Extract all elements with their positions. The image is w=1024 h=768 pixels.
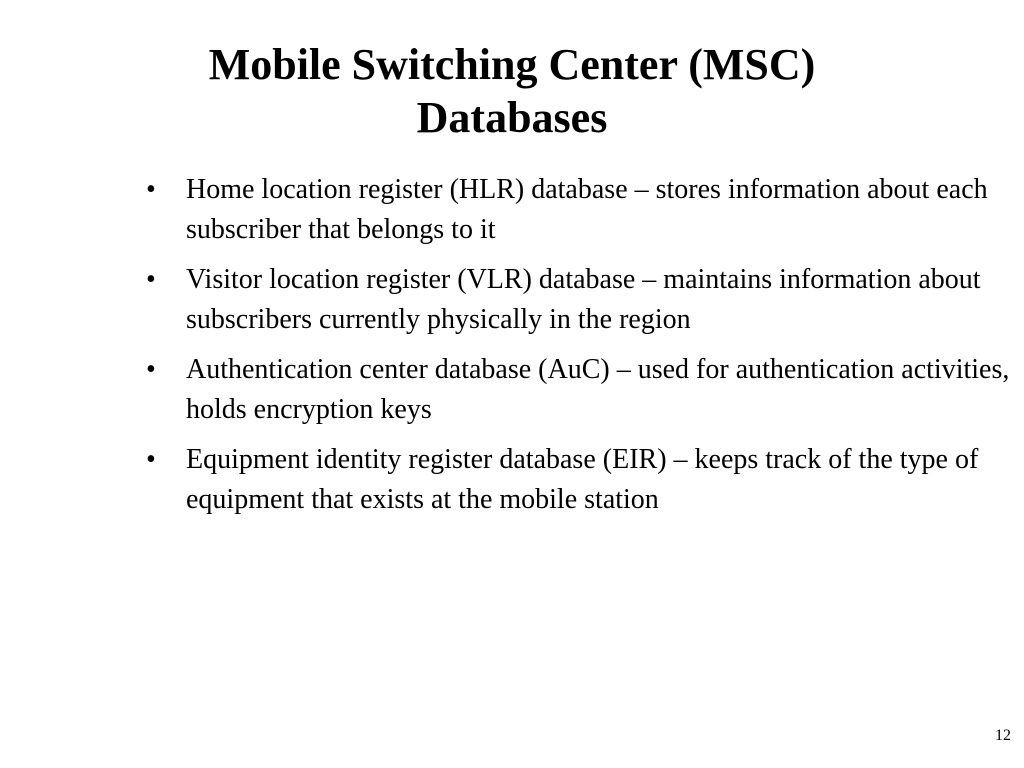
page-number: 12 (995, 727, 1011, 744)
bullet-point-icon: • (146, 264, 156, 295)
slide-title-line-1: Mobile Switching Center (MSC) (208, 40, 816, 89)
slide-title-line-2: Databases (416, 93, 608, 142)
bullet-text-hlr: Home location register (HLR) database – stores information about each subscriber that belongs to it (186, 174, 988, 245)
bullet-point-icon: • (146, 444, 156, 475)
bullet-text-eir: Equipment identity register database (EIR) – keeps track of the type of equipment that exists at the mobile station (186, 444, 979, 515)
bullet-item-vlr (140, 260, 1012, 340)
slide-title (100, 38, 924, 144)
bullet-item-eir (140, 440, 1012, 520)
bullet-list (140, 170, 1012, 530)
bullet-item-auc (140, 350, 1012, 430)
bullet-point-icon: • (146, 174, 156, 205)
bullet-text-vlr: Visitor location register (VLR) database – maintains information about subscribers currently physically in the region (186, 264, 981, 335)
bullet-text-auc: Authentication center database (AuC) – used for authentication activities, holds encryption keys (186, 354, 1010, 425)
bullet-item-hlr (140, 170, 1012, 250)
bullet-point-icon: • (146, 354, 156, 385)
